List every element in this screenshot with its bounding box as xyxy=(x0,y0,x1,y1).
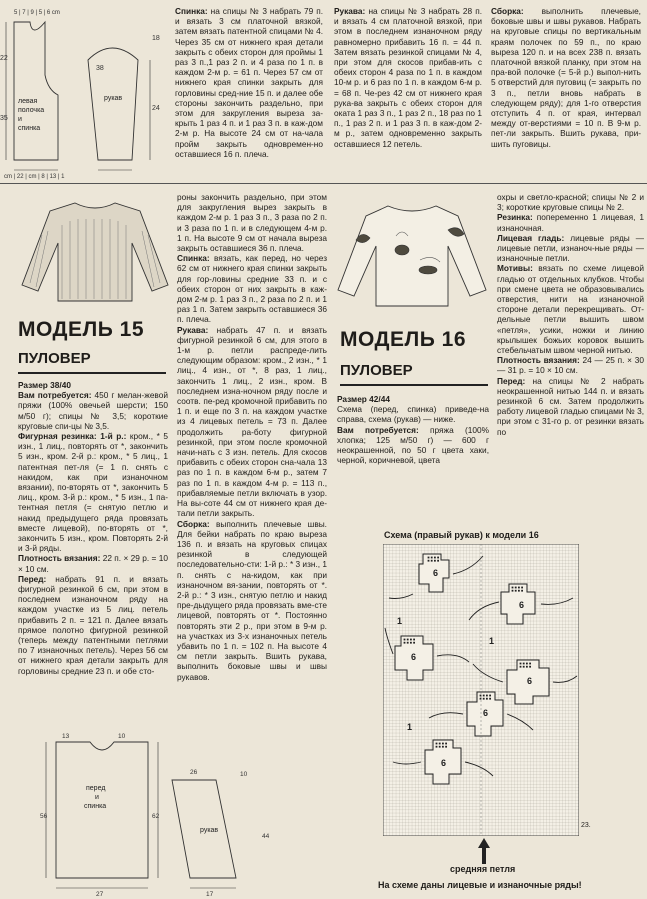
chart-footer-note: На схеме даны лицевые и изнаночные ряды! xyxy=(378,880,582,890)
chart-dot-cell xyxy=(489,698,491,700)
m15-dim-17: 17 xyxy=(206,891,214,898)
chart-dot-cell xyxy=(483,698,485,700)
top-col2-p0: Рукава: на спицы № 3 набрать 28 п. и вязать 4 см платочной вязкой, при этом в последнем изнаночном ряду равномерно прибавить 16 п. = 44 п. Затем вязать резинкой спицами № 4, при этом для скосов прибав-ить с обеих сторон 4 раза по 1 п. в каждом 10-м р. и 6 раз по 1 п. в каждом 6-м р. = 68 п. Че-рез 42 см от нижнего края рука-ва закрыть с обеих сторон для оката 1 раз 3 п., 1 раз 2 п., 18 раз по 1 п., 1 раз 2 п. и 1 раз 3 п. в каж-дом 2-м р., затем одновременно закрыть оставшиеся 12 петель. xyxy=(334,6,482,149)
model15-title: МОДЕЛЬ 15 xyxy=(18,318,145,341)
model15-subtitle: ПУЛОВЕР xyxy=(18,350,91,367)
m16c2-p3: Мотивы: вязать по схеме лицевой гладью от отдельных клубков. Чтобы при смене цвета не образовывались отверстия, нити на изнаночной стороне детали перекрещивать. От-дельные петли вышить швом «петля», усики, ножки и линию крылышек божьих коровок вышить стебельчатым швом черной нитью. xyxy=(497,263,644,356)
chart-dot-cell xyxy=(442,746,444,748)
m16c1-p1: Схема (перед, спинка) приведе-на справа, схема (рукав) — ниже. xyxy=(337,404,489,425)
chart-dot-cell xyxy=(520,663,522,665)
m15-schema-front-1: перед xyxy=(86,785,106,792)
m16c2-p5: Перед: на спицы № 2 набрать неокрашенной нитью 144 п. и вязать резинкой 6 см. Затем продолжить работу лицевой гладью спицами № 3, при этом с 31-го р. от резинки вязать по xyxy=(497,375,644,437)
middle-loop-arrow-icon xyxy=(476,838,492,864)
chart-dot-cell xyxy=(489,695,491,697)
chart-dot-cell xyxy=(529,666,531,668)
m15-dim-13: 13 xyxy=(62,733,70,740)
m15c2-p1: Спинка: вязать, как перед, но через 62 см от нижнего края спинки закрыть для гор-ловины средние 33 п. и с обеих сторон от них закрыть в каж-дом 2-м р. 1 раз 3 п., 2 раза по 2 п. и 1 раз 1 п. Затем закрыть оставшиеся 36 п. плеча. xyxy=(177,253,327,325)
model15-photo xyxy=(20,195,170,305)
m15-schema-sleeve: рукав xyxy=(200,827,219,834)
m15c1-p1: Вам потребуется: 450 г мелан-жевой пряжи (100% овечьей шерсти; 150 м/50 г); спицы № 3,5; короткие круговые спи-цы № 3,5. xyxy=(18,390,168,431)
sleeve-chart-title: Схема (правый рукав) к модели 16 xyxy=(384,530,539,540)
top-dim-22: 22 xyxy=(0,55,8,62)
chart-dot-cell xyxy=(428,560,430,562)
m16c2-p2: Лицевая гладь: лицевые ряды — лицевые петли, изнаноч-ные ряды — изнаночные петли. xyxy=(497,232,644,264)
model16-underline xyxy=(340,384,488,386)
top-dim-35: 35 xyxy=(0,115,8,122)
chart-dot-cell xyxy=(523,663,525,665)
m15c1-p0: Размер 38/40 xyxy=(18,380,71,390)
m16c2-p0: охры и светло-красной; спицы № 2 и 3; короткие круговые спицы № 2. xyxy=(497,192,644,213)
chart-dot-cell xyxy=(436,746,438,748)
chart-dot-cell xyxy=(410,642,412,644)
top-front-label-4: спинка xyxy=(18,125,41,132)
chart-num-9: 1 xyxy=(407,722,413,732)
chart-dot-cell xyxy=(437,557,439,559)
chart-num-2: 6 xyxy=(519,600,525,610)
sleeve-knitting-chart xyxy=(383,544,579,836)
chart-dot-cell xyxy=(518,590,520,592)
model15-underline xyxy=(18,372,166,374)
chart-middle-loop-label: средняя петля xyxy=(450,864,516,874)
chart-dot-cell xyxy=(413,642,415,644)
top-col3-p0: Сборка: выполнить плечевые, боковые швы и швы рукавов. Набрать на круговые спицы по вертикальным краям полочек по 59 п., по краю выреза 120 п. и на всех 238 п. вязать платочной вязкой планку, при этом на пра-вой полочке (= 5-й р.) выпол-нить 5 отверстий для пуговиц (= закрыть по 3 п., петли вновь набрать в следующем ряду); для 1-го отверстия отступить 4 п. от края, интервал между от-верстиями = 10 п. В 9-м р. пет-ли закрыть. Вшить рукава, при-шить пуговицы. xyxy=(491,6,641,149)
chart-dot-cell xyxy=(437,560,439,562)
top-dim-24: 24 xyxy=(152,105,160,112)
chart-dot-cell xyxy=(410,639,412,641)
model16-photo xyxy=(336,200,488,310)
model16-title: МОДЕЛЬ 16 xyxy=(340,328,467,351)
chart-dot-cell xyxy=(407,642,409,644)
chart-dot-cell xyxy=(518,587,520,589)
chart-dot-cell xyxy=(404,642,406,644)
chart-dot-cell xyxy=(404,639,406,641)
model16-col-2 xyxy=(497,192,644,512)
chart-dot-cell xyxy=(431,557,433,559)
chart-dot-cell xyxy=(483,695,485,697)
m16c1-p2: Вам потребуется: пряжа (100% хлопка; 125 м/50 г) — 600 г неокрашенной, по 50 г цвета хаки, черной, коричневой, цвета xyxy=(337,424,489,466)
chart-dot-cell xyxy=(486,698,488,700)
chart-dot-cell xyxy=(434,560,436,562)
model15-col-2 xyxy=(177,192,327,752)
chart-num-5: 6 xyxy=(483,708,489,718)
top-dim-18: 18 xyxy=(152,35,160,42)
chart-dot-cell xyxy=(445,743,447,745)
chart-dot-cell xyxy=(442,743,444,745)
chart-dot-cell xyxy=(520,666,522,668)
m15c1-p2: Фигурная резинка: 1-й р.: кром., * 5 изн., 1 лиц., повторять от *, закончить 5 изн., кром. 2-й р.: кром., * 5 лиц., 1 патентная пет-ля (= 1 п. снять с накидом, как при изнаночном вязании), по-вторять от *, закончить 5 лиц., кром. 3-й р.: кром., * 5 изн., 1 па-тентная петля (= снятую петлю и накид предыдущего ряда провязать вместе лицевой), по-вторять от *, закончить 5 изн., кром. Повторять 2-й и 3-й ряды. xyxy=(18,431,168,554)
top-dims-top: 5 | 7 | 9 | 5 | 6 cm xyxy=(14,10,60,16)
chart-dot-cell xyxy=(523,666,525,668)
m15-dim-62: 62 xyxy=(152,813,160,820)
chart-dot-cell xyxy=(512,587,514,589)
top-sleeve-label: рукав xyxy=(104,95,123,102)
chart-dot-cell xyxy=(521,590,523,592)
chart-dot-cell xyxy=(428,557,430,559)
top-col-1 xyxy=(175,6,323,176)
chart-num-7: 1 xyxy=(397,616,403,626)
top-col1-p0: Спинка: на спицы № 3 набрать 79 п. и вязать 3 см платочной вязкой, затем вязать патентной спицами № 4. Через 35 см от нижнего края детали закрыть с обеих сторон для проймы 1 раз 3 п.,1 раз 2 п. и 4 раза по 1 п. в каждом 2-м р. = 61 п. Через 57 см от нижнего края спинки закрыть для горловины сред-ние 15 п. и далее обе стороны закончить раздельно, при этом для закругления выреза за-крыть 1 раз 4 п. и 1 раз 3 п. в каж-дом 2-м р. На высоте 24 см от на-чала пройм закрыть одновремен-но оставшиеся 16 п. плеча. xyxy=(175,6,323,159)
chart-dot-cell xyxy=(526,663,528,665)
chart-dot-cell xyxy=(512,590,514,592)
model15-col-1 xyxy=(18,380,168,725)
m15-dim-56: 56 xyxy=(40,813,48,820)
chart-dot-cell xyxy=(413,639,415,641)
m15c2-p0: роны закончить раздельно, при этом для закругления вырез закрыть в каждом 2-м р. 1 раз 3 п., 3 раза по 2 п. и 3 раза по 1 п. и в следующем 4-м р. 1 п. На высоте 9 см от начала выреза закрыть оставшиеся 36 п. плеча. xyxy=(177,192,327,254)
top-pattern-schema xyxy=(0,0,172,180)
top-front-label-1: левая xyxy=(18,98,38,105)
m15-schema-front-3: спинка xyxy=(84,803,107,810)
chart-dot-cell xyxy=(480,698,482,700)
chart-dot-cell xyxy=(529,663,531,665)
model15-schema xyxy=(40,728,290,898)
chart-dot-cell xyxy=(521,587,523,589)
chart-dot-cell xyxy=(431,560,433,562)
model16-col-1 xyxy=(337,394,489,522)
top-front-label-3: и xyxy=(18,116,22,123)
model16-subtitle: ПУЛОВЕР xyxy=(340,362,413,379)
top-col-3 xyxy=(491,6,641,176)
m15-schema-front-2: и xyxy=(95,794,99,801)
chart-num-3: 6 xyxy=(411,652,417,662)
chart-dot-cell xyxy=(486,695,488,697)
chart-dot-cell xyxy=(439,746,441,748)
top-front-label-2: полочка xyxy=(18,107,45,114)
m16c2-p1: Резинка: попеременно 1 лицевая, 1 изнаночная. xyxy=(497,212,644,233)
m15c1-p3: Плотность вязания: 22 п. × 29 р. = 10 × 10 см. xyxy=(18,553,168,574)
top-divider xyxy=(0,183,647,184)
m15-dim-27: 27 xyxy=(96,891,104,898)
m15c2-p3: Сборка: выполнить плечевые швы. Для бейки набрать по краю выреза 136 п. и вязать на круговых спицах резинкой в следующей последовательно-сти: 1-й р.: * 3 изн., 1 п. снять с на-кидом, как при изнаночном вя-зании, повторять от *. 2-й р.: * 3 изн., снятую петлю и накид пре-дыдущего ряда провязать вме-сте лицевой, повторять от *. Постоянно повторять эти 2 р., при этом в 9-м р. на участках из 3-х изнаночных петель убавить по 1 п. = 102 п. На высоте 4 см петли закрыть. Вшить рукава, выполнить боковые швы и швы рукавов. xyxy=(177,518,327,682)
chart-num-6: 6 xyxy=(441,758,447,768)
chart-dot-cell xyxy=(434,557,436,559)
m15c1-p4: Перед: набрать 91 п. и вязать фигурной резинкой 6 см, при этом в последнем изнаночном ряду на каждом участке из 5 лиц. петель прибавить 2 п. = 121 п. Далее вязать прямое полотно фигурной резинкой (теперь между патентными петлями по 7 изнаночных петель). Через 56 см от нижнего края детали закрыть для горловины средние 23 п. и обе сто- xyxy=(18,573,168,676)
chart-dot-cell xyxy=(445,746,447,748)
chart-dot-cell xyxy=(407,639,409,641)
m15-dim-10: 10 xyxy=(118,733,126,740)
chart-dot-cell xyxy=(436,743,438,745)
chart-dot-cell xyxy=(515,590,517,592)
m15-dim-44: 44 xyxy=(262,833,270,840)
top-dim-38: 38 xyxy=(96,65,104,72)
m15-dim-26: 26 xyxy=(190,769,198,776)
chart-num-8: 1 xyxy=(489,636,495,646)
top-col-2 xyxy=(334,6,482,176)
chart-row-label: 23. xyxy=(581,822,591,829)
top-dims-bottom: cm | 22 | cm | 8 | 13 | 1 xyxy=(4,174,65,180)
m16c2-p4: Плотность вязания: 24 — 25 п. × 30 — 31 р. = 10 × 10 см. xyxy=(497,355,644,376)
m15-dim-10b: 10 xyxy=(240,771,248,778)
chart-num-1: 6 xyxy=(433,568,439,578)
chart-dot-cell xyxy=(515,587,517,589)
chart-dot-cell xyxy=(439,743,441,745)
m16c1-p0: Размер 42/44 xyxy=(337,394,390,404)
m15c2-p2: Рукава: набрать 47 п. и вязать фигурной резинкой 6 см, для этого в 1-м р. петли распреде-лить следующим образом: кром., 2 изн., * 1 лиц., 4 изн., от *, 8 раз, 1 лиц., закончить 1 лиц., 2 изн., кром. В последнем изна-ночном ряду после и соотв. пе-ред кромочной прибавить по 1 п. и еще по 3 п. на каждом участке из 4 лицевых петель = 73 п. Далее продолжить ра-боту фигурной резинкой, при этом после кромочной начи-нать с 3 изн. петель. Для скосов прибавить с обеих сторон сна-чала 13 раз по 1 п. в каждом 6-м р., затем 7 раз по 1 п. в каждом 4-м р. = 113 п., прибавляемые петли включать в узор. На вы-соте 44 см от нижнего края де-тали петли закрыть. xyxy=(177,324,327,519)
chart-dot-cell xyxy=(526,666,528,668)
chart-num-4: 6 xyxy=(527,676,533,686)
